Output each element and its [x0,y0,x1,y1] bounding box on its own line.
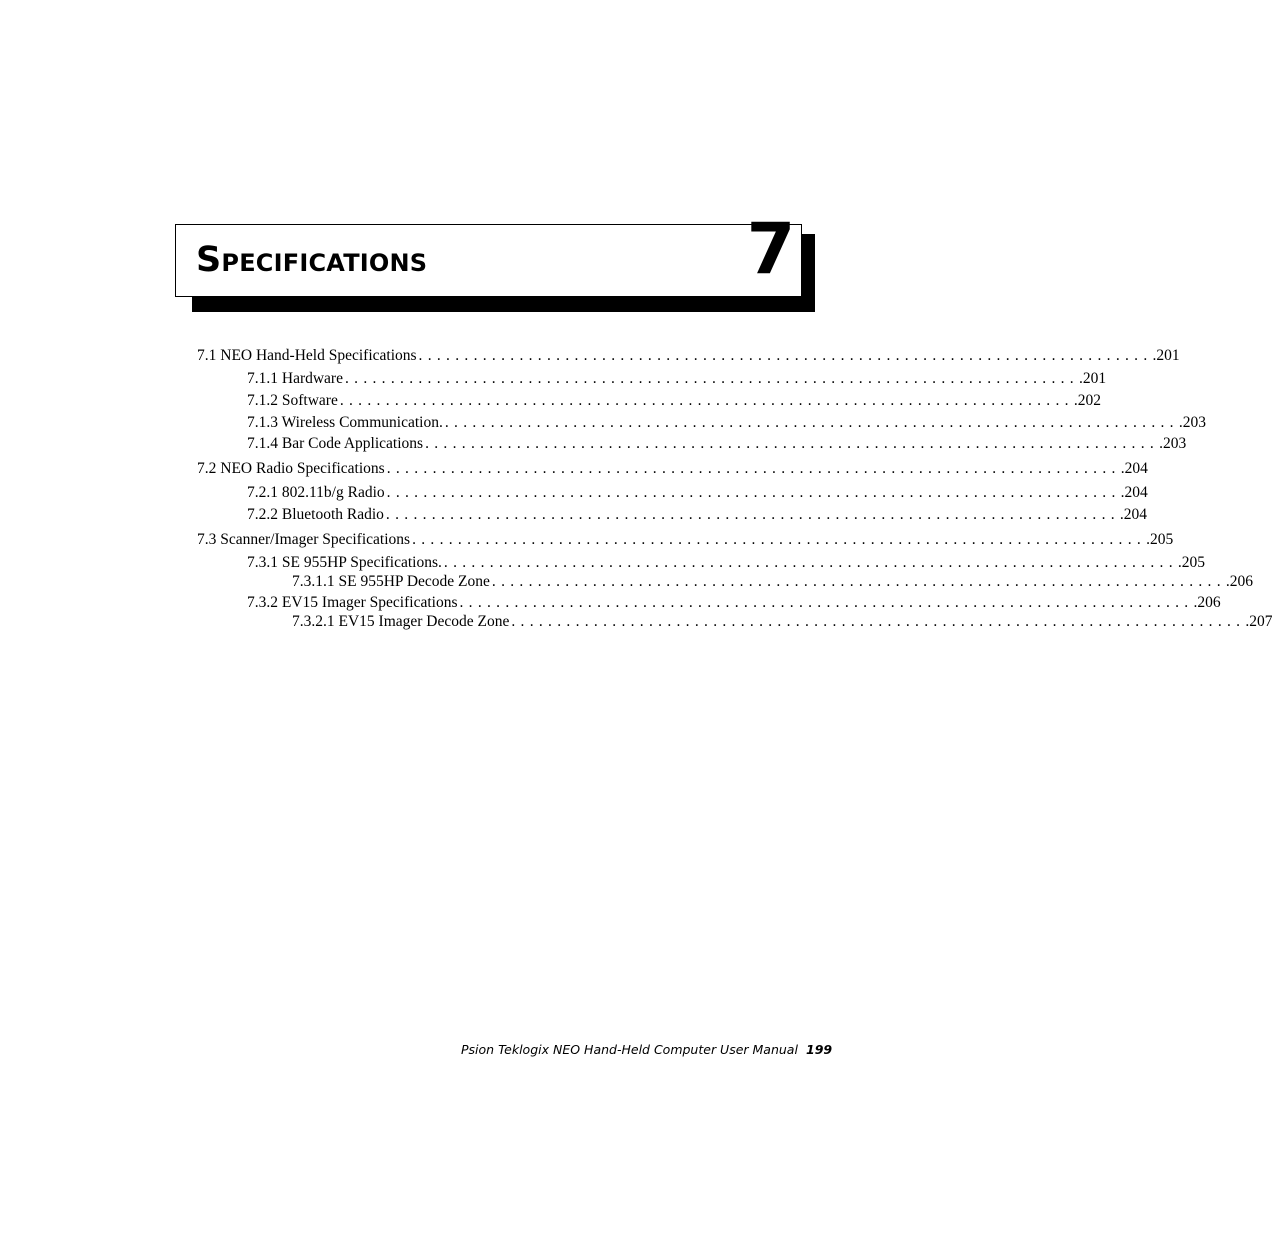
toc-entry-page: .201 [1152,347,1180,364]
toc-entry-title: 7.1.3 Wireless Communication. [247,414,443,431]
toc-entry-title: 7.1.2 Software [247,392,338,409]
toc-entry[interactable] [247,369,1107,389]
toc-entry-title: 7.3 Scanner/Imager Specifications [197,531,411,548]
toc-entry-title: 7.2 NEO Radio Specifications [197,460,385,477]
toc-entry[interactable] [247,413,1206,433]
toc-entry-page: .203 [1178,414,1206,431]
chapter-number: 7 [746,208,796,290]
toc-leader-dots: ................................................................................ [511,613,1246,630]
toc-leader-dots: ................................................................................ [339,392,1074,409]
toc-entry-title: 7.1 NEO Hand-Held Specifications [197,347,417,364]
toc-entry-title: 7.2.1 802.11b/g Radio [247,484,385,501]
toc-entry-page: .203 [1159,435,1187,452]
toc-entry[interactable] [247,553,1206,573]
footer-page-number: 199 [806,1042,833,1057]
toc-leader-dots: ................................................................................ [444,414,1179,431]
toc-entry-title: 7.3.2 EV15 Imager Specifications [247,594,458,611]
chapter-title-rest: PECIFICATIONS [221,249,428,277]
toc-leader-dots: ................................................................................ [459,594,1194,611]
toc-leader-dots: ................................................................................ [386,484,1121,501]
toc-entry[interactable] [292,612,1272,632]
toc-entry-page: .204 [1120,460,1148,477]
toc-leader-dots: ................................................................................ [491,573,1226,590]
toc-leader-dots: ................................................................................ [344,370,1079,387]
toc-entry-page: .207 [1245,613,1272,630]
toc-entry[interactable] [247,391,1101,411]
toc-entry[interactable] [197,459,1148,479]
toc-entry[interactable] [247,593,1221,613]
toc-entry-title: 7.3.1.1 SE 955HP Decode Zone [292,573,490,590]
toc-leader-dots: ................................................................................ [386,460,1121,477]
toc-leader-dots: ................................................................................ [443,554,1178,571]
toc-entry[interactable] [197,346,1180,366]
toc-entry-title: 7.1.4 Bar Code Applications [247,435,424,452]
toc-entry-title: 7.1.1 Hardware [247,370,343,387]
toc-entry-page: .204 [1120,484,1148,501]
toc-leader-dots: ................................................................................ [412,531,1147,548]
toc-entry-page: .206 [1193,594,1221,611]
toc-entry-title: 7.3.1 SE 955HP Specifications. [247,554,442,571]
toc-entry-page: .205 [1146,531,1174,548]
toc-entry[interactable] [292,572,1254,592]
toc-entry-title: 7.2.2 Bluetooth Radio [247,506,384,523]
toc-entry[interactable] [247,434,1187,454]
toc-entry-page: .205 [1177,554,1206,571]
toc-entry-page: .204 [1119,506,1148,523]
toc-entry-page: .202 [1073,392,1101,409]
toc-entry-page: .201 [1078,370,1107,387]
footer-manual-title: Psion Teklogix NEO Hand-Held Computer User Manual [461,1042,798,1057]
toc-entry-page: .206 [1225,573,1254,590]
toc-leader-dots: ................................................................................ [385,506,1120,523]
toc-entry[interactable] [247,505,1148,525]
toc-leader-dots: ................................................................................ [425,435,1160,452]
toc-leader-dots: ................................................................................ [418,347,1153,364]
toc-entry[interactable] [247,483,1148,503]
chapter-title-initial: S [196,240,222,280]
toc-entry[interactable] [197,530,1174,550]
toc-entry-title: 7.3.2.1 EV15 Imager Decode Zone [292,613,510,630]
